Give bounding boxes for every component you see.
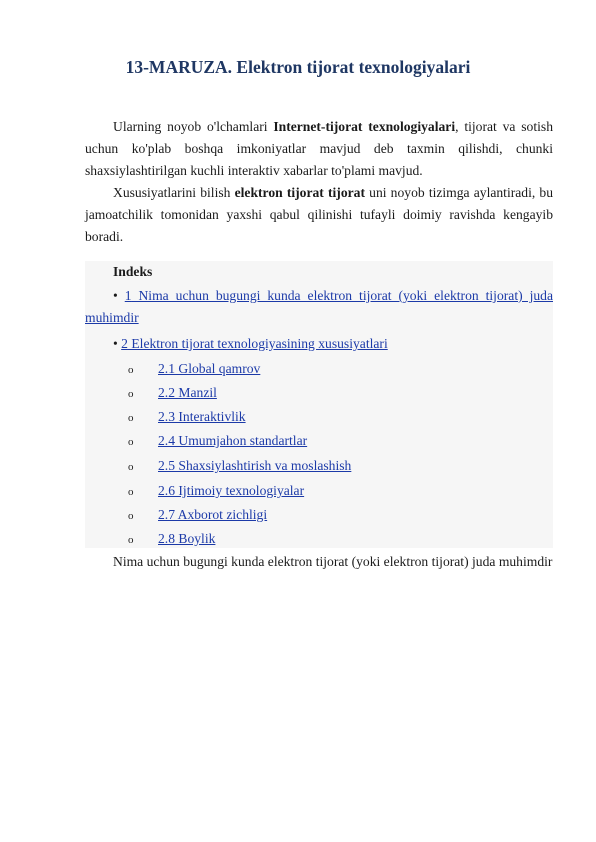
paragraph-2-bold: elektron tijorat tijorat <box>234 185 365 200</box>
circle-bullet-icon: o <box>128 510 134 522</box>
toc-link-2-text: Elektron tijorat texnologiyasining xususiyatlari <box>127 336 388 351</box>
toc-subitem <box>128 528 548 551</box>
toc-sublink-2-4[interactable] <box>158 433 307 448</box>
toc-sublink-num: 2.3 <box>158 409 175 424</box>
toc-sublink-num: 2.5 <box>158 458 175 473</box>
toc-sublink-text: Manzil <box>175 385 217 400</box>
toc-sublink-text: Umumjahon standartlar <box>175 433 308 448</box>
paragraph-2-text-a: Xususiyatlarini bilish <box>113 185 235 200</box>
toc-sublink-2-5[interactable] <box>158 458 351 473</box>
paragraph-3: Nima uchun bugungi kunda elektron tijorat (yoki elektron tijorat) juda muhimdir <box>113 554 553 569</box>
toc-subitem <box>128 455 548 478</box>
paragraph-1-text-a: Ularning noyob o'lchamlari <box>113 119 274 134</box>
circle-bullet-icon: o <box>128 436 134 448</box>
toc-item-2 <box>113 333 388 355</box>
circle-bullet-icon: o <box>128 486 134 498</box>
circle-bullet-icon: o <box>128 461 134 473</box>
toc-sublink-text: Axborot zichligi <box>175 507 268 522</box>
toc-sublink-2-6[interactable] <box>158 483 304 498</box>
toc-sublink-2-1[interactable] <box>158 361 260 376</box>
toc-sublink-2-8[interactable] <box>158 531 215 546</box>
toc-sublink-text: Boylik <box>175 531 216 546</box>
toc-sublink-num: 2.7 <box>158 507 175 522</box>
toc-link-2-num: 2 <box>121 336 128 351</box>
paragraph-1 <box>85 116 553 182</box>
toc-subitem <box>128 480 548 503</box>
toc-heading: Indeks <box>113 264 153 279</box>
toc-sublink-num: 2.2 <box>158 385 175 400</box>
toc-sublink-text: Global qamrov <box>175 361 261 376</box>
toc-subitem <box>128 504 548 527</box>
toc-subitem <box>128 406 548 429</box>
toc-link-2[interactable] <box>121 336 388 351</box>
toc-link-1-num: 1 <box>124 288 132 303</box>
toc-sublink-2-2[interactable] <box>158 385 217 400</box>
toc-subitem <box>128 358 548 381</box>
paragraph-1-bold: Internet-tijorat texnologiyalari <box>273 119 456 134</box>
toc-sublink-text: Ijtimoiy texnologiyalar <box>175 483 305 498</box>
toc-sublink-num: 2.8 <box>158 531 175 546</box>
toc-sublink-num: 2.4 <box>158 433 175 448</box>
toc-link-1-text: Nima uchun bugungi kunda elektron tijorat (yoki elektron tijorat) juda muhimdir <box>85 288 553 325</box>
paragraph-1-text-b: , tijorat va sotish uchun ko'plab boshqa imkoniyatlar mavjud deb taxmin qilishdi, chunki shaxsiylashtirilgan kuchli interaktiv xabarlar to'plami mavjud. <box>85 119 553 178</box>
bullet-icon: • <box>113 288 118 303</box>
toc-sublink-text: Interaktivlik <box>175 409 246 424</box>
circle-bullet-icon: o <box>128 412 134 424</box>
toc-link-1[interactable] <box>85 288 553 325</box>
toc-sublink-text: Shaxsiylashtirish va moslashish <box>175 458 352 473</box>
toc-sublink-2-3[interactable] <box>158 409 246 424</box>
paragraph-2 <box>85 182 553 248</box>
toc-sublink-2-7[interactable] <box>158 507 267 522</box>
toc-sublink-num: 2.6 <box>158 483 175 498</box>
toc-subitem <box>128 430 548 453</box>
circle-bullet-icon: o <box>128 534 134 546</box>
toc-sublink-num: 2.1 <box>158 361 175 376</box>
paragraph-2-text-b: uni noyob tizimga aylantiradi, bu jamoatchilik tomonidan yaxshi qabul qilinishi tufayli doimiy ravishda kengayib boradi. <box>85 185 554 244</box>
circle-bullet-icon: o <box>128 388 134 400</box>
toc-subitem <box>128 382 548 405</box>
circle-bullet-icon: o <box>128 364 134 376</box>
page-title: 13-MARUZA. Elektron tijorat texnologiyalari <box>125 57 471 77</box>
toc-item-1 <box>85 285 553 329</box>
bullet-icon: • <box>113 336 118 351</box>
